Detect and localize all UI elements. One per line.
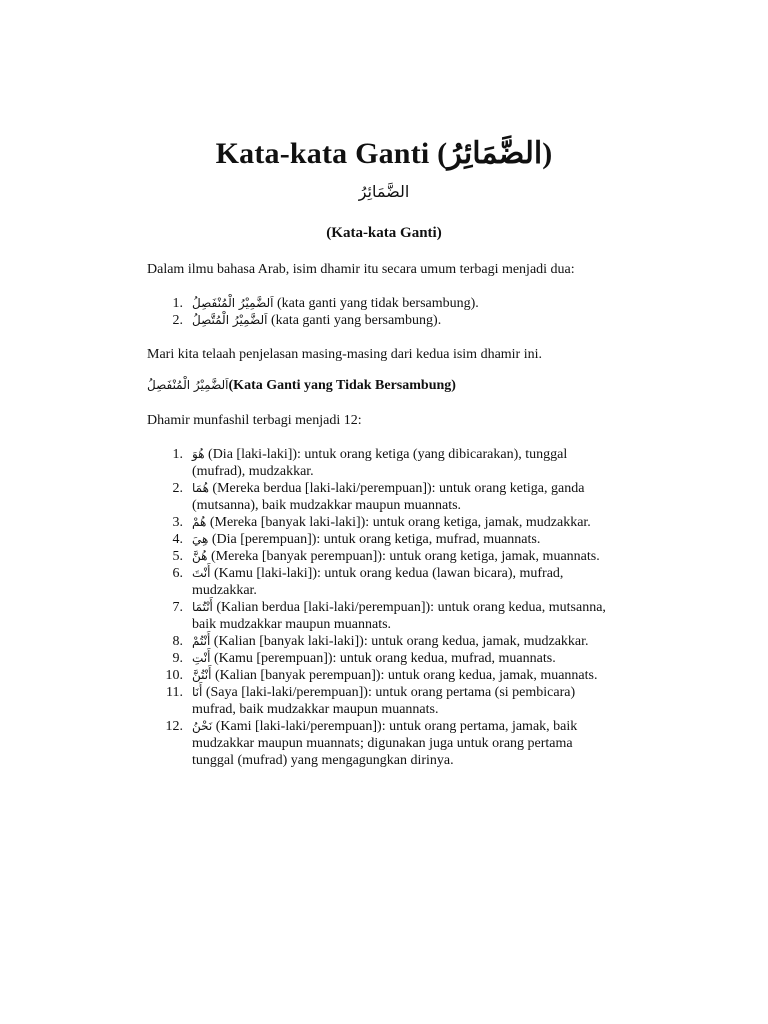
list-number: 3. bbox=[172, 515, 183, 530]
section-heading bbox=[147, 378, 456, 394]
list-item bbox=[147, 531, 612, 548]
arabic-term: هُوَ bbox=[192, 447, 205, 461]
item-description: (Mereka berdua [laki-laki/perempuan]): untuk orang ketiga, ganda (mutsanna), baik mudzakkar maupun muannats. bbox=[192, 481, 585, 513]
dhamir-types-list bbox=[147, 295, 612, 329]
item-description: (Kami [laki-laki/perempuan]): untuk orang pertama, jamak, baik mudzakkar maupun muannats; digunakan juga untuk orang pertama tunggal (mufrad) yang mengagungkan dirinya. bbox=[192, 719, 578, 768]
item-description: (Mereka [banyak perempuan]): untuk orang ketiga, jamak, muannats. bbox=[207, 549, 600, 564]
list-item bbox=[147, 480, 612, 514]
list-number: 1. bbox=[172, 447, 183, 462]
list-item bbox=[147, 718, 612, 769]
list-number: 2. bbox=[172, 481, 183, 496]
item-description: (Kalian berdua [laki-laki/perempuan]): untuk orang kedua, mutsanna, baik mudzakkar maupun muannats. bbox=[192, 600, 606, 632]
list-number: 8. bbox=[172, 634, 183, 649]
section-intro: Dhamir munfashil terbagi menjadi 12: bbox=[147, 413, 362, 428]
list-item bbox=[147, 684, 612, 718]
section-heading-label: (Kata Ganti yang Tidak Bersambung) bbox=[228, 378, 456, 393]
item-description: (Kalian [banyak laki-laki]): untuk orang kedua, jamak, mudzakkar. bbox=[210, 634, 589, 649]
arabic-term: اَلضَّمِيْرُ الْمُتَّصِلُ bbox=[192, 313, 268, 327]
list-number: 4. bbox=[172, 532, 183, 547]
list-item bbox=[147, 312, 612, 329]
list-number: 10. bbox=[165, 668, 183, 683]
arabic-term: أَنْتُنَّ bbox=[192, 668, 212, 682]
item-description: (Mereka [banyak laki-laki]): untuk orang ketiga, jamak, mudzakkar. bbox=[206, 515, 591, 530]
list-item bbox=[147, 599, 612, 633]
arabic-heading: الضَّمَائِرُ bbox=[358, 182, 410, 201]
list-number: 1. bbox=[172, 296, 183, 311]
list-item bbox=[147, 446, 612, 480]
item-description: (Kamu [perempuan]): untuk orang kedua, mufrad, muannats. bbox=[210, 651, 556, 666]
item-description: (kata ganti yang tidak bersambung). bbox=[273, 296, 479, 311]
list-item bbox=[147, 633, 612, 650]
item-description: (kata ganti yang bersambung). bbox=[267, 313, 442, 328]
list-number: 5. bbox=[172, 549, 183, 564]
arabic-term: هُمْ bbox=[192, 515, 207, 529]
list-item bbox=[147, 295, 612, 312]
list-number: 6. bbox=[172, 566, 183, 581]
arabic-term: أَنْتِ bbox=[192, 651, 211, 665]
list-number: 9. bbox=[172, 651, 183, 666]
item-description: (Kamu [laki-laki]): untuk orang kedua (lawan bicara), mufrad, mudzakkar. bbox=[192, 566, 564, 598]
arabic-term: أَنْتُمْ bbox=[192, 634, 211, 648]
item-description: (Dia [laki-laki]): untuk orang ketiga (yang dibicarakan), tunggal (mufrad), mudzakkar. bbox=[192, 447, 568, 479]
item-description: (Saya [laki-laki/perempuan]): untuk orang pertama (si pembicara) mufrad, baik mudzakkar maupun muannats. bbox=[192, 685, 576, 717]
arabic-term: هِيَ bbox=[192, 532, 209, 546]
arabic-term: أَنَا bbox=[192, 685, 203, 699]
list-number: 2. bbox=[172, 313, 183, 328]
list-item bbox=[147, 650, 612, 667]
arabic-term: هُنَّ bbox=[192, 549, 208, 563]
subtitle: (Kata-kata Ganti) bbox=[326, 225, 442, 241]
list-item bbox=[147, 565, 612, 599]
section-heading-arabic: اَلضَّمِيْرُ الْمُنْفَصِلُ bbox=[147, 378, 229, 392]
transition-paragraph: Mari kita telaah penjelasan masing-masing dari kedua isim dhamir ini. bbox=[147, 347, 543, 362]
list-item bbox=[147, 667, 612, 684]
item-description: (Dia [perempuan]): untuk orang ketiga, mufrad, muannats. bbox=[208, 532, 541, 547]
arabic-term: أَنْتُمَا bbox=[192, 600, 213, 614]
list-number: 12. bbox=[165, 719, 183, 734]
pronoun-list bbox=[147, 446, 612, 769]
list-item bbox=[147, 514, 612, 531]
list-number: 7. bbox=[172, 600, 183, 615]
arabic-term: اَلضَّمِيْرُ الْمُنْفَصِلُ bbox=[192, 296, 274, 310]
page-title: Kata-kata Ganti (الضَّمَائِرُ) bbox=[215, 137, 553, 170]
item-description: (Kalian [banyak perempuan]): untuk orang kedua, jamak, muannats. bbox=[211, 668, 598, 683]
intro-paragraph: Dalam ilmu bahasa Arab, isim dhamir itu secara umum terbagi menjadi dua: bbox=[147, 262, 575, 277]
list-number: 11. bbox=[166, 685, 183, 700]
arabic-term: هُمَا bbox=[192, 481, 209, 495]
arabic-term: نَحْنُ bbox=[192, 719, 213, 733]
arabic-term: أَنْتَ bbox=[192, 566, 211, 580]
list-item bbox=[147, 548, 612, 565]
